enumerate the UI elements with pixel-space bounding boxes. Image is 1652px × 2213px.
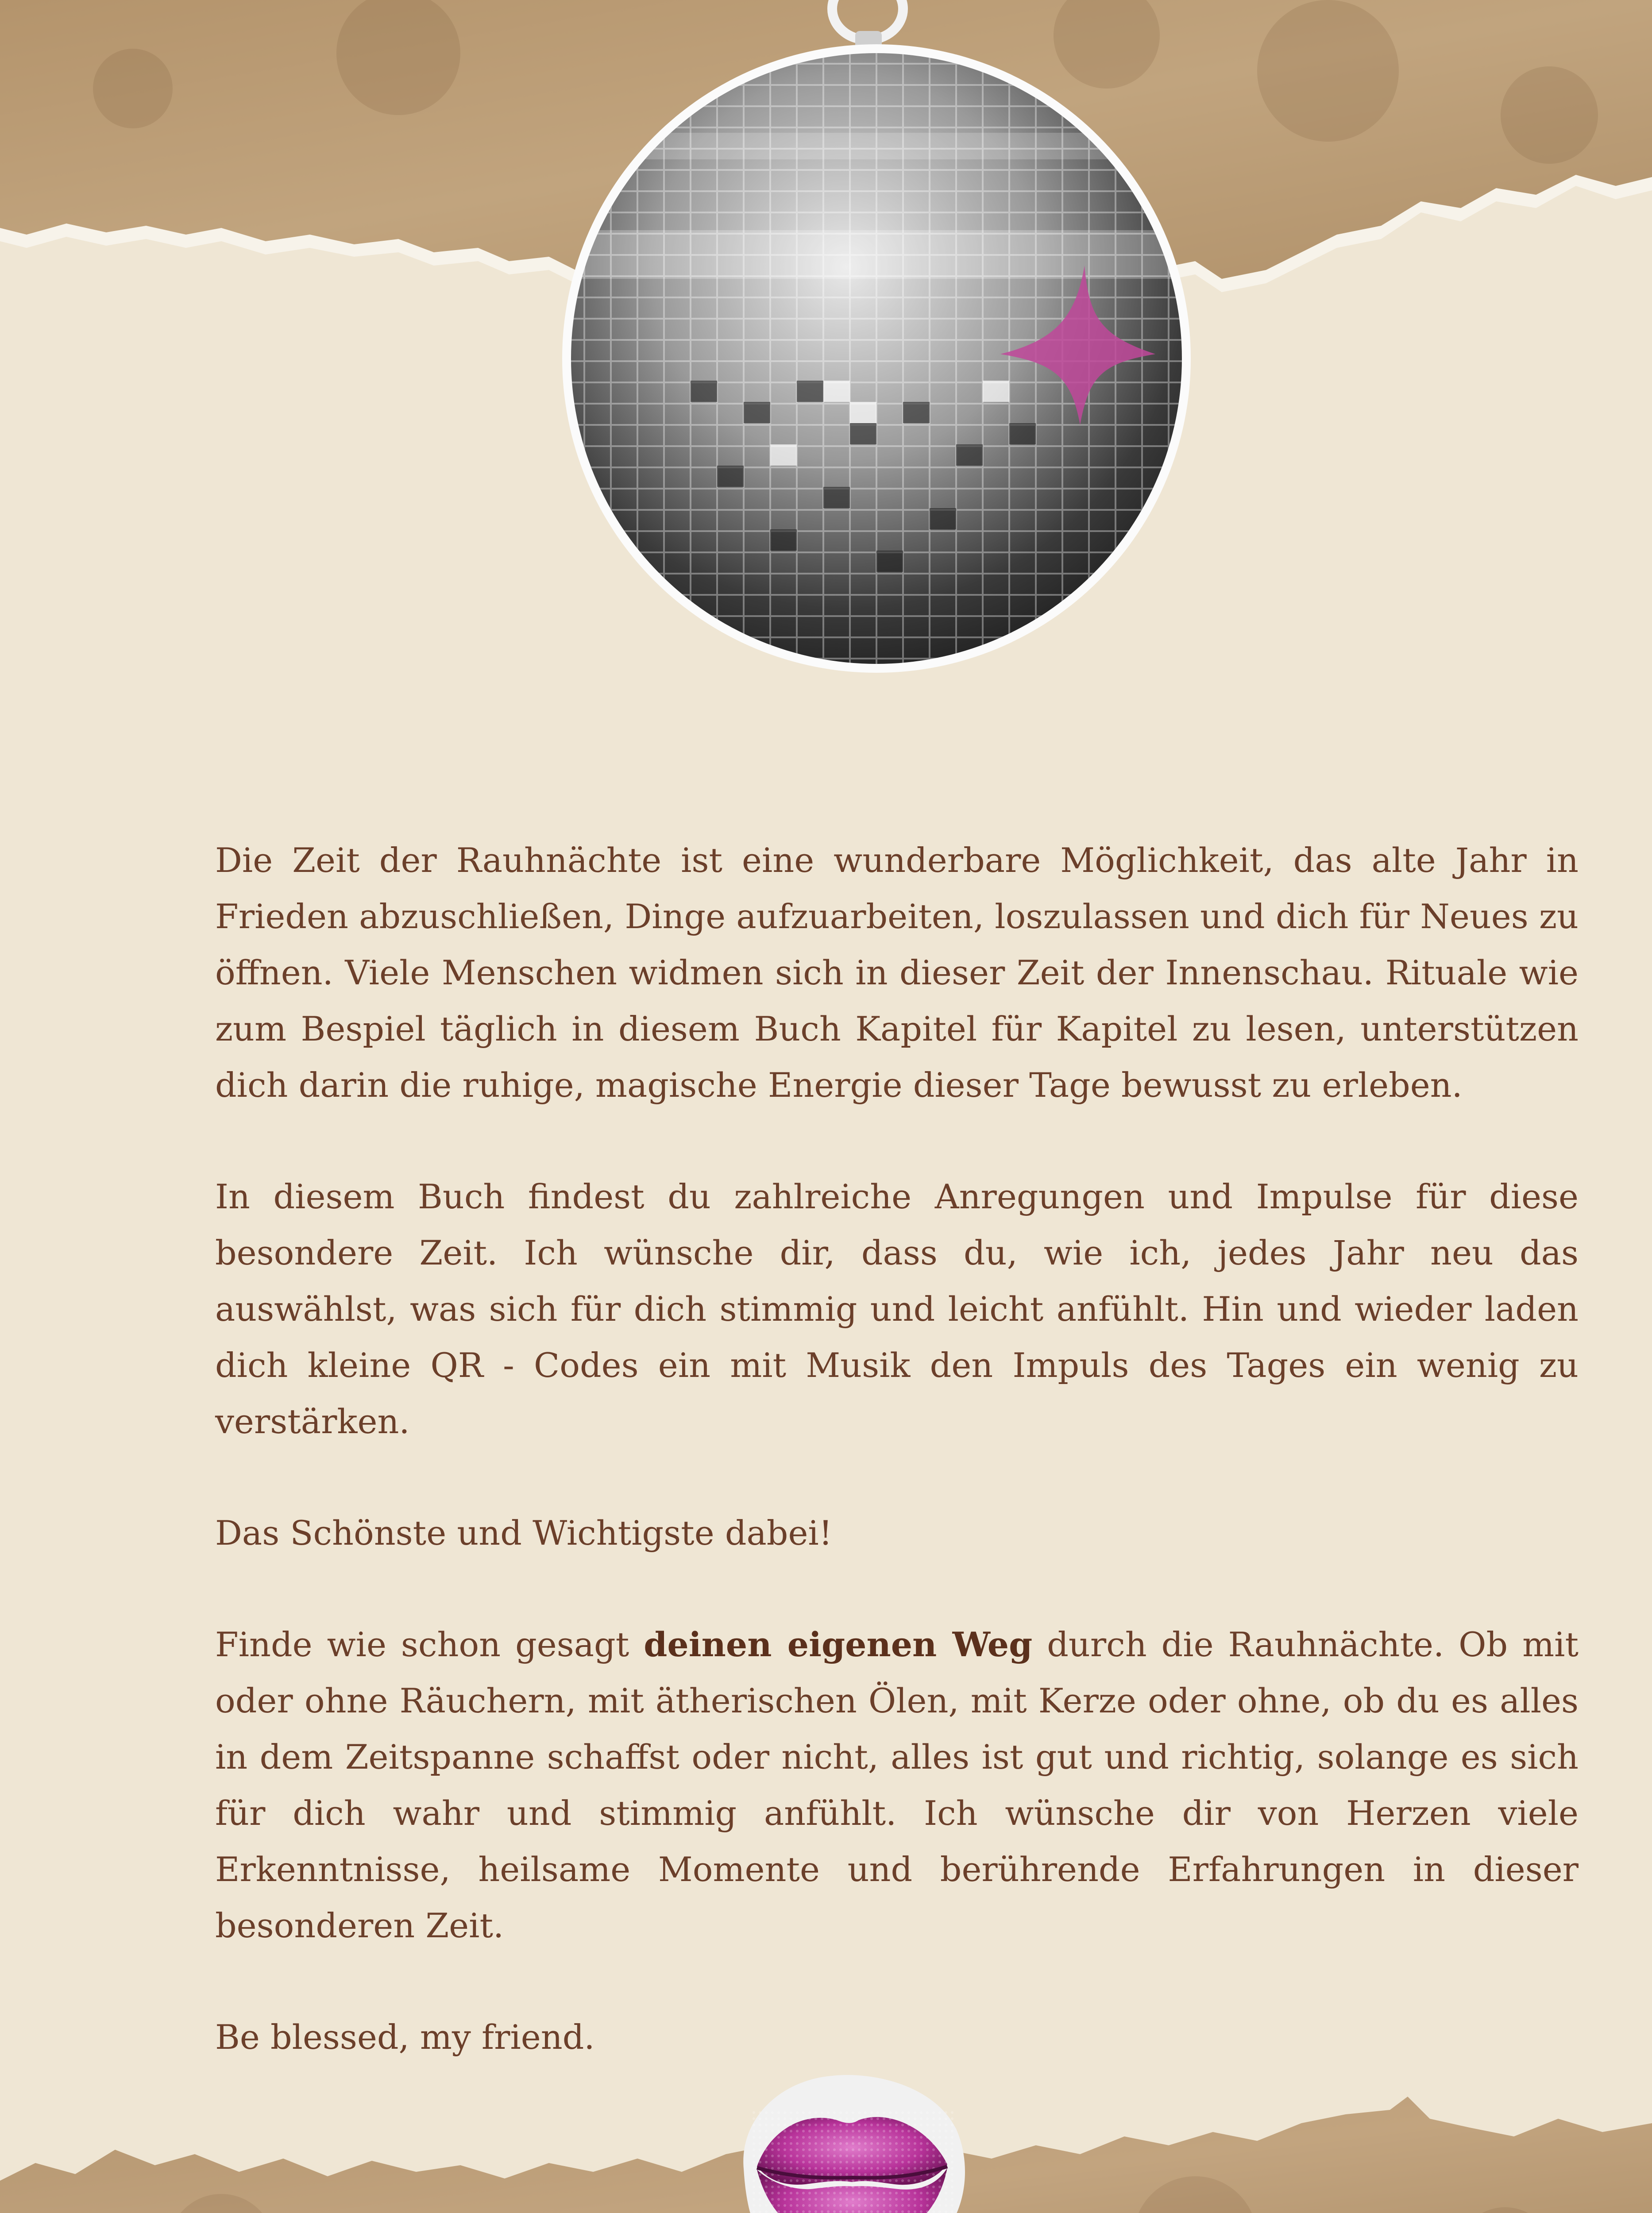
lips-icon (726, 2054, 978, 2213)
closing-line: Be blessed, my friend. (215, 2017, 595, 2057)
paragraph-highlight: Das Schönste und Wichtigste dabei! (215, 1513, 833, 1553)
paragraph-intro: Die Zeit der Rauhnächte ist eine wunderbare Möglichkeit, das alte Jahr in Frieden abzuschließen, Dinge aufzuarbeiten, loszulassen und dich für Neues zu öffnen. Viele Menschen widmen sich in dieser Zeit der Innenschau. Rituale wie zum Bespiel täglich in diesem Buch Kapitel für Kapitel zu lesen, unterstützen dich darin die ruhige, magische Energie dieser Tage bewusst zu erleben. (215, 840, 1579, 1105)
paragraph-own-way-start: Finde wie schon gesagt (215, 1625, 644, 1664)
disco-ball-icon (558, 0, 1195, 673)
paragraph-impulses: In diesem Buch findest du zahlreiche Anregungen und Impulse für diese besondere Zeit. Ich wünsche dir, dass du, wie ich, jedes Jahr neu das auswählst, was sich für dich stimmig und leicht anfühlt. Hin und wieder laden dich kleine QR - Codes ein mit Musik den Impuls des Tages ein wenig zu verstärken. (215, 1177, 1579, 1441)
own-way-emphasis: deinen eigenen Weg (644, 1625, 1033, 1664)
paragraph-own-way (215, 1616, 1579, 1954)
body-text (215, 832, 1579, 2120)
paragraph-own-way-end: durch die Rauhnächte. Ob mit oder ohne Räuchern, mit ätherischen Ölen, mit Kerze oder ohne, ob du es alles in dem Zeitspanne schaffst oder nicht, alles ist gut und richtig, solange es sich für dich wahr und stimmig anfühlt. Ich wünsche dir von Herzen viele Erkenntnisse, heilsame Momente und berührende Erfahrungen in dieser besonderen Zeit. (215, 1625, 1579, 1945)
